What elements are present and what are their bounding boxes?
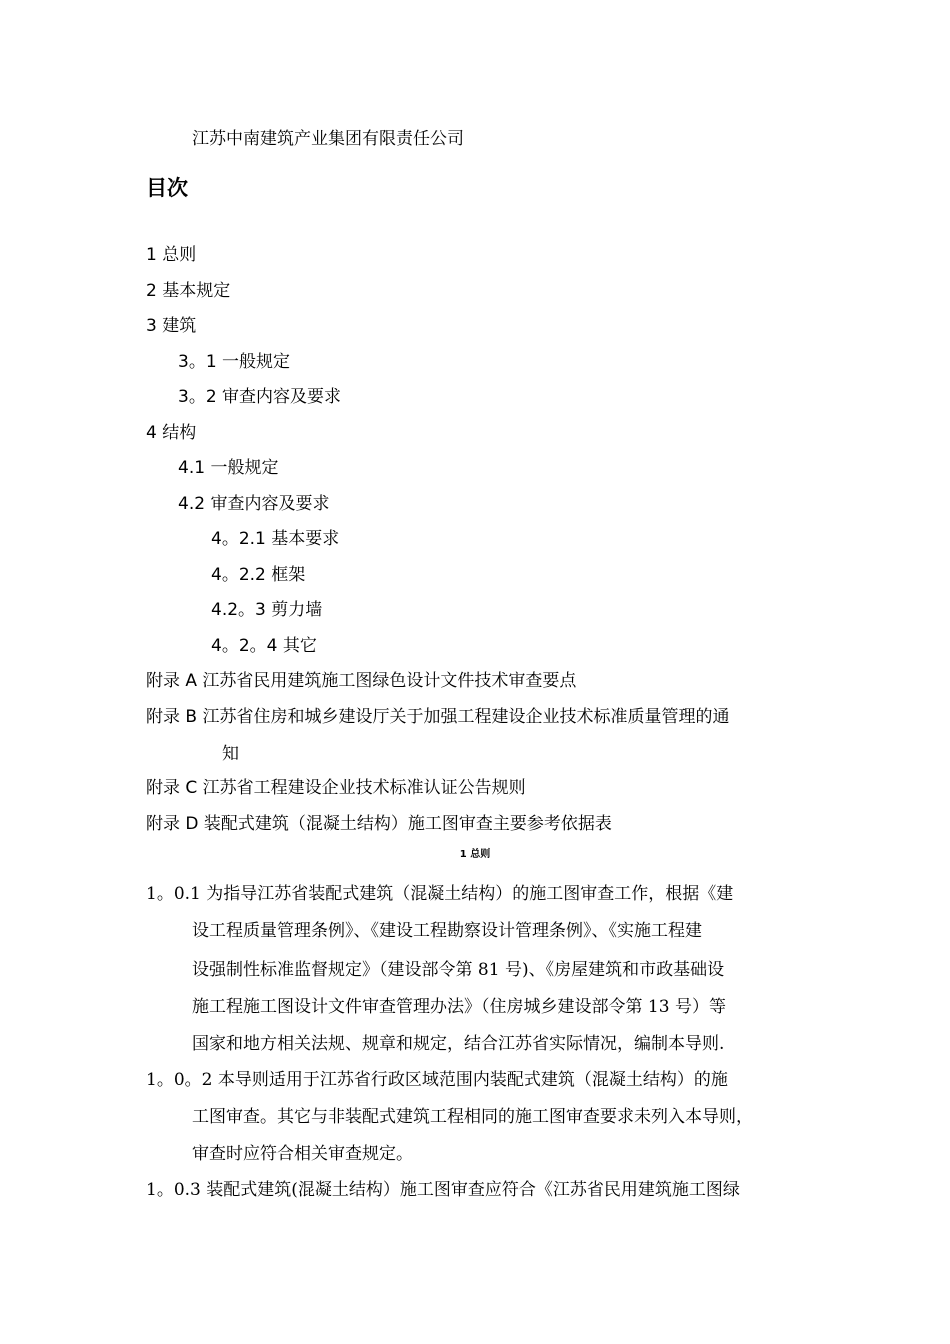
paragraph-line: 工图审查。其它与非装配式建筑工程相同的施工图审查要求未列入本导则，	[192, 1107, 753, 1127]
toc-item[interactable]: 3。2 审查内容及要求	[178, 387, 342, 407]
paragraph-line: 设工程质量管理条例》、《建设工程勘察设计管理条例》、《实施工程建	[192, 921, 702, 941]
toc-item[interactable]: 1 总则	[146, 245, 197, 265]
paragraph-line: 设强制性标准监督规定》（建设部令第 81 号)、《房屋建筑和市政基础设	[192, 960, 725, 980]
toc-item[interactable]: 附录 A 江苏省民用建筑施工图绿色设计文件技术审查要点	[146, 671, 577, 691]
toc-item[interactable]: 4。2。4 其它	[211, 636, 317, 656]
toc-item[interactable]: 4。2.2 框架	[211, 565, 306, 585]
paragraph-line: 国家和地方相关法规、规章和规定，结合江苏省实际情况，编制本导则.	[192, 1034, 725, 1054]
section-heading: 1 总则	[459, 849, 491, 860]
paragraph-line: 审查时应符合相关审查规定。	[192, 1144, 413, 1164]
paragraph-line: 1。0.3 装配式建筑(混凝土结构）施工图审查应符合《江苏省民用建筑施工图绿	[146, 1180, 740, 1200]
paragraph-line: 1。0。2 本导则适用于江苏省行政区域范围内装配式建筑（混凝土结构）的施	[146, 1070, 728, 1090]
toc-item[interactable]: 4 结构	[146, 423, 197, 443]
toc-item[interactable]: 3。1 一般规定	[178, 352, 291, 372]
toc-item[interactable]: 2 基本规定	[146, 281, 231, 301]
toc-item[interactable]: 知	[222, 744, 239, 764]
toc-title: 目次	[146, 176, 188, 200]
toc-item[interactable]: 附录 C 江苏省工程建设企业技术标准认证公告规则	[146, 778, 526, 798]
paragraph-line: 施工程施工图设计文件审查管理办法》（住房城乡建设部令第 13 号）等	[192, 997, 726, 1017]
toc-item[interactable]: 附录 D 装配式建筑（混凝土结构）施工图审查主要参考依据表	[146, 814, 612, 834]
toc-item[interactable]: 3 建筑	[146, 316, 197, 336]
toc-item[interactable]: 4.2。3 剪力墙	[211, 600, 323, 620]
toc-item[interactable]: 4。2.1 基本要求	[211, 529, 340, 549]
company-name: 江苏中南建筑产业集团有限责任公司	[192, 129, 464, 149]
toc-item[interactable]: 4.1 一般规定	[178, 458, 279, 478]
paragraph-line: 1。0.1 为指导江苏省装配式建筑（混凝土结构）的施工图审查工作，根据《建	[146, 884, 734, 904]
toc-item[interactable]: 4.2 审查内容及要求	[178, 494, 330, 514]
toc-item[interactable]: 附录 B 江苏省住房和城乡建设厅关于加强工程建设企业技术标准质量管理的通	[146, 707, 730, 727]
